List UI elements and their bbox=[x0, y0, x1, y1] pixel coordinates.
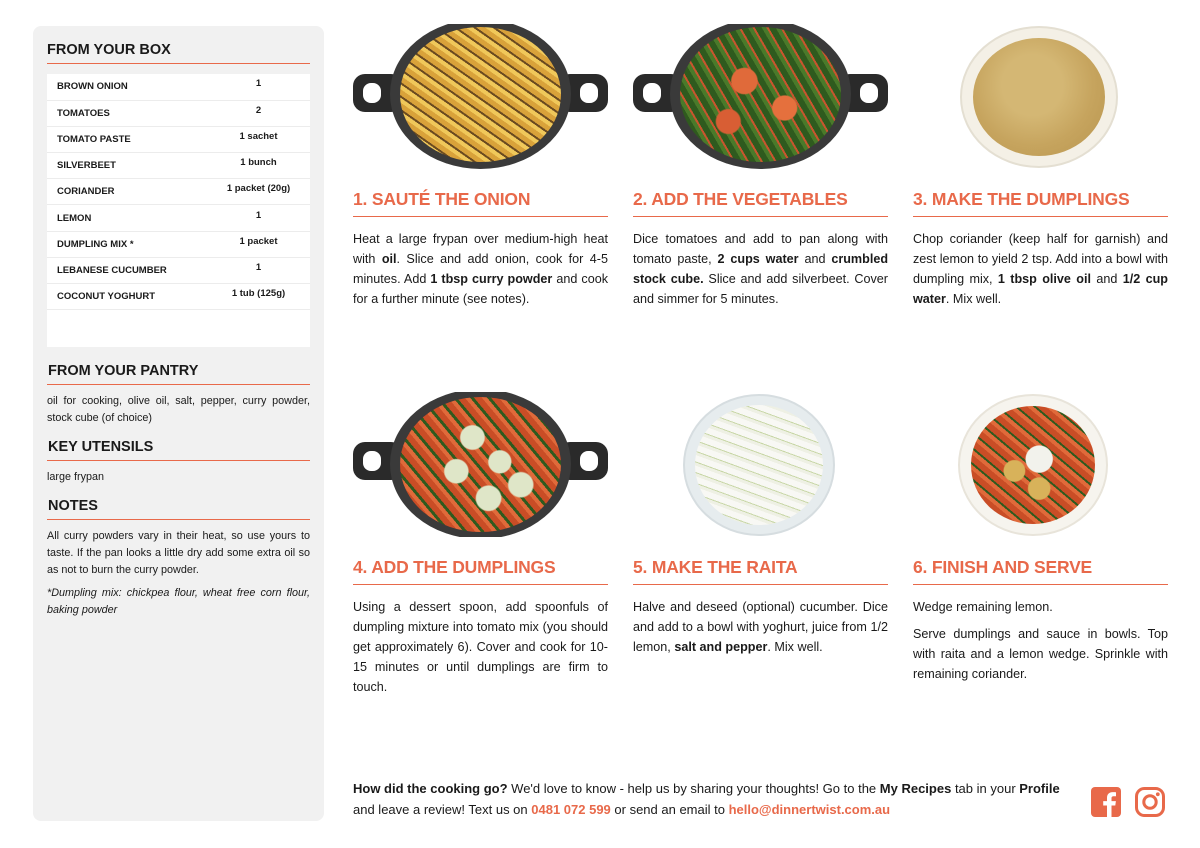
step-paragraph bbox=[913, 229, 1168, 309]
bold-text: crumbled stock cube. bbox=[633, 252, 889, 286]
step-paragraph bbox=[913, 624, 1168, 684]
ingredient-name: LEMON bbox=[47, 205, 207, 231]
text-segment: and leave a review! Text us on bbox=[353, 802, 532, 817]
ingredient-name: TOMATOES bbox=[47, 100, 207, 126]
utensils-text: large frypan bbox=[47, 470, 105, 483]
ingredient-qty: 1 packet bbox=[207, 231, 310, 257]
step-paragraph bbox=[353, 597, 608, 697]
text-segment: Heat a large frypan over medium-high heat with bbox=[353, 232, 608, 266]
step-title: 4. ADD THE DUMPLINGS bbox=[353, 557, 608, 585]
step-5 bbox=[633, 392, 888, 657]
bold-text: 1/2 cup water bbox=[913, 272, 1168, 306]
pantry-section bbox=[47, 363, 310, 427]
step-2-photo bbox=[633, 24, 888, 169]
step-title: 3. MAKE THE DUMPLINGS bbox=[913, 189, 1168, 217]
key-utensils-heading: KEY UTENSILS bbox=[47, 439, 310, 461]
notes-text: All curry powders vary in their heat, so use yours to taste. If the pan looks a little dry add some extra oil so as not to burn the curry powder. bbox=[47, 529, 310, 576]
bold-text: 2 cups water bbox=[717, 252, 799, 266]
ingredient-qty: 2 bbox=[207, 100, 310, 126]
notes-heading: NOTES bbox=[47, 498, 310, 520]
contact-link[interactable]: 0481 072 599 bbox=[531, 802, 611, 817]
bold-text: Profile bbox=[1019, 781, 1060, 796]
step-3 bbox=[913, 24, 1168, 309]
ingredient-qty: 1 tub (125g) bbox=[207, 284, 310, 310]
sidebar bbox=[33, 26, 324, 821]
step-4-photo bbox=[353, 392, 608, 537]
ingredient-row bbox=[47, 153, 310, 179]
ingredient-qty: 1 bbox=[207, 74, 310, 100]
ingredient-name: BROWN ONION bbox=[47, 74, 207, 100]
bold-text: My Recipes bbox=[879, 781, 952, 796]
step-6 bbox=[913, 392, 1168, 684]
text-segment: or send an email to bbox=[610, 802, 729, 817]
from-your-pantry-heading: FROM YOUR PANTRY bbox=[47, 363, 310, 385]
ingredient-name: TOMATO PASTE bbox=[47, 126, 207, 152]
facebook-icon[interactable] bbox=[1090, 786, 1122, 818]
text-segment: Dice tomatoes and add to pan along with tomato paste, bbox=[633, 232, 888, 266]
notes-section bbox=[47, 498, 310, 619]
text-segment: Slice and add silverbeet. Cover and simmer for 5 minutes. bbox=[633, 272, 888, 306]
step-body bbox=[633, 229, 888, 309]
text-segment: and bbox=[798, 252, 832, 266]
step-title: 1. SAUTÉ THE ONION bbox=[353, 189, 608, 217]
ingredient-qty: 1 packet (20g) bbox=[207, 179, 310, 205]
ingredient-qty: 1 bunch bbox=[207, 153, 310, 179]
step-body bbox=[913, 597, 1168, 684]
ingredient-qty: 1 sachet bbox=[207, 126, 310, 152]
step-3-photo bbox=[913, 24, 1168, 169]
step-1-photo bbox=[353, 24, 608, 169]
text-segment: . Mix well. bbox=[945, 292, 1002, 306]
ingredient-row bbox=[47, 126, 310, 152]
step-paragraph bbox=[633, 597, 888, 657]
step-body bbox=[353, 229, 608, 309]
instagram-icon[interactable] bbox=[1134, 786, 1166, 818]
ingredient-row bbox=[47, 257, 310, 283]
ingredient-row bbox=[47, 179, 310, 205]
bold-text: oil bbox=[381, 252, 397, 266]
text-segment: and bbox=[1090, 272, 1123, 286]
step-2 bbox=[633, 24, 888, 309]
contact-link[interactable]: hello@dinnertwist.com.au bbox=[728, 802, 891, 817]
text-segment: and cook for a further minute (see notes). bbox=[353, 272, 608, 306]
step-1 bbox=[353, 24, 608, 309]
bold-text: How did the cooking go? bbox=[353, 781, 508, 796]
ingredient-name: CORIANDER bbox=[47, 179, 207, 205]
ingredient-name: LEBANESE CUCUMBER bbox=[47, 257, 207, 283]
ingredient-qty: 1 bbox=[207, 257, 310, 283]
step-4 bbox=[353, 392, 608, 697]
notes-footnote: *Dumpling mix: chickpea flour, wheat free corn flour, baking powder bbox=[47, 586, 310, 616]
ingredient-name: DUMPLING MIX * bbox=[47, 231, 207, 257]
step-6-photo bbox=[913, 392, 1168, 537]
text-segment: Serve dumplings and sauce in bowls. Top with raita and a lemon wedge. Sprinkle with remaining coriander. bbox=[913, 627, 1168, 681]
text-segment: . Mix well. bbox=[767, 640, 823, 654]
ingredient-row bbox=[47, 74, 310, 100]
step-title: 2. ADD THE VEGETABLES bbox=[633, 189, 888, 217]
text-segment: tab in your bbox=[951, 781, 1020, 796]
ingredients-table bbox=[47, 74, 310, 347]
text-segment: We'd love to know - help us by sharing your thoughts! Go to the bbox=[507, 781, 880, 796]
step-5-photo bbox=[633, 392, 888, 537]
ingredient-row bbox=[47, 205, 310, 231]
ingredient-name: SILVERBEET bbox=[47, 153, 207, 179]
step-body bbox=[353, 597, 608, 697]
pantry-text: oil for cooking, olive oil, salt, pepper, curry powder, stock cube (of choice) bbox=[47, 394, 310, 424]
step-paragraph bbox=[353, 229, 608, 309]
step-paragraph bbox=[913, 597, 1168, 617]
bold-text: salt and pepper bbox=[674, 640, 768, 654]
bold-text: 1 tbsp olive oil bbox=[997, 272, 1091, 286]
ingredient-name: COCONUT YOGHURT bbox=[47, 284, 207, 310]
text-segment: Chop coriander (keep half for garnish) and zest lemon to yield 2 tsp. Add into a bowl with dumpling mix, bbox=[913, 232, 1168, 286]
ingredient-row bbox=[47, 231, 310, 257]
from-your-box-heading: FROM YOUR BOX bbox=[47, 42, 310, 64]
step-paragraph bbox=[633, 229, 888, 309]
utensils-section bbox=[47, 439, 310, 486]
feedback-footer bbox=[353, 778, 1073, 820]
ingredient-row bbox=[47, 100, 310, 126]
bold-text: 1 tbsp curry powder bbox=[430, 272, 553, 286]
text-segment: Wedge remaining lemon. bbox=[913, 600, 1053, 614]
text-segment: Using a dessert spoon, add spoonfuls of dumpling mixture into tomato mix (you should get approximately 6). Cover and cook for 10-15 minutes or until dumplings are firm to touch. bbox=[353, 600, 608, 694]
step-body bbox=[633, 597, 888, 657]
step-title: 5. MAKE THE RAITA bbox=[633, 557, 888, 585]
table-spacer bbox=[47, 310, 310, 347]
ingredient-row bbox=[47, 284, 310, 310]
step-title: 6. FINISH AND SERVE bbox=[913, 557, 1168, 585]
text-segment: . Slice and add onion, cook for 4-5 minutes. Add bbox=[353, 252, 608, 286]
step-body bbox=[913, 229, 1168, 309]
text-segment: Halve and deseed (optional) cucumber. Dice and add to a bowl with yoghurt, juice from 1/2 lemon, bbox=[633, 600, 888, 654]
ingredient-qty: 1 bbox=[207, 205, 310, 231]
